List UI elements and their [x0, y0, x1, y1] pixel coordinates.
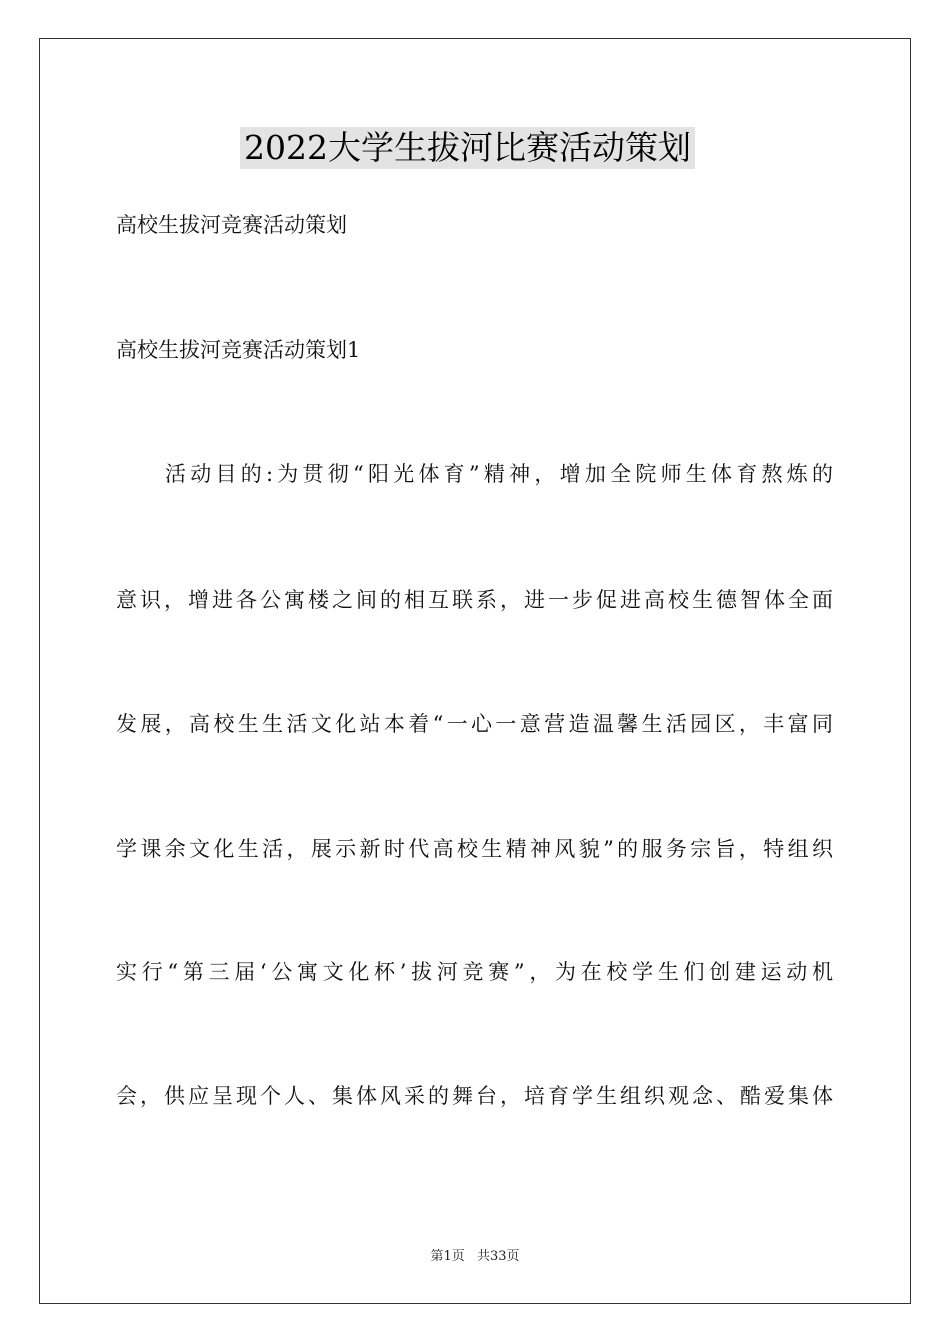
page-footer — [0, 1248, 950, 1266]
paragraph-line: 学课余文化生活，展示新时代高校生精神风貌”的服务宗旨，特组织 — [116, 837, 833, 861]
document-title: 2022大学生拔河比赛活动策划 — [240, 127, 695, 169]
section-heading: 高校生拔河竞赛活动策划1 — [116, 338, 361, 362]
paragraph-line: 实行“第三届‘公寓文化杯’拔河竞赛”，为在校学生们创建运动机 — [116, 960, 833, 984]
paragraph-line: 发展，高校生生活文化站本着“一心一意营造温馨生活园区，丰富同 — [116, 712, 833, 736]
paragraph-line: 意识，增进各公寓楼之间的相互联系，进一步促进高校生德智体全面 — [116, 588, 833, 612]
paragraph-line: 活动目的:为贯彻“阳光体育”精神，增加全院师生体育熬炼的 — [165, 462, 833, 486]
page-number: 第1页 — [430, 1249, 465, 1264]
total-pages: 共33页 — [476, 1249, 520, 1264]
document-subtitle: 高校生拔河竞赛活动策划 — [116, 213, 347, 237]
paragraph-line: 会，供应呈现个人、集体风采的舞台，培育学生组织观念、酷爱集体 — [116, 1084, 833, 1108]
